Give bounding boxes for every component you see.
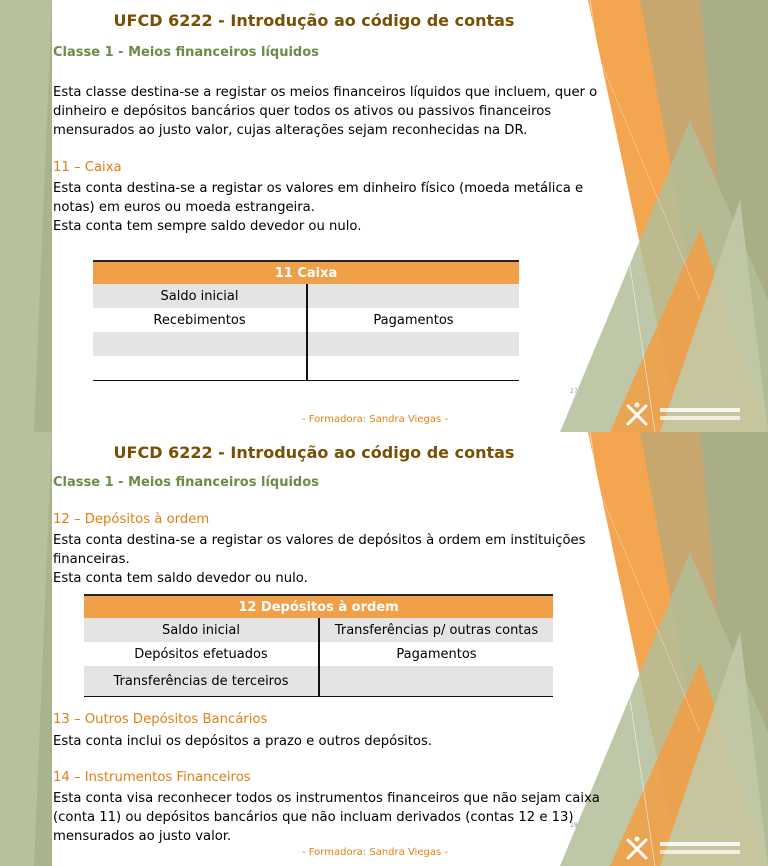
slide-27 — [0, 0, 768, 432]
slide-title: UFCD 6222 - Introdução ao código de contas — [113, 11, 515, 30]
table-cell: Transferências p/ outras contas — [319, 618, 553, 642]
table-cell — [307, 356, 519, 381]
footer-trainer: - Formadora: Sandra Viegas - — [302, 847, 448, 858]
table-cell — [307, 284, 519, 308]
depositos-ordem-description — [53, 531, 593, 588]
table-cell — [307, 332, 519, 356]
page-number: 27 — [570, 388, 578, 395]
section-heading-instrumentos-financeiros: 14 – Instrumentos Financeiros — [53, 770, 251, 785]
section-heading-depositos-ordem: 12 – Depósitos à ordem — [53, 512, 210, 527]
text-line: Esta conta visa reconhecer todos os instrumentos financeiros que não sejam caixa — [53, 791, 600, 806]
text-line: financeiras. — [53, 552, 130, 567]
text-line: Esta conta destina-se a registar os valores de depósitos à ordem em instituições — [53, 533, 586, 548]
caixa-description — [53, 179, 606, 236]
t-account-depositos-ordem — [84, 594, 553, 697]
outros-depositos-description — [53, 732, 606, 751]
section-heading-outros-depositos: 13 – Outros Depósitos Bancários — [53, 712, 268, 727]
section-heading-caixa: 11 – Caixa — [53, 160, 122, 175]
table-cell: Transferências de terceiros — [84, 666, 319, 697]
institution-logo-icon — [624, 402, 744, 428]
slide-subtitle: Classe 1 - Meios financeiros líquidos — [53, 475, 319, 490]
text-line: mensurados ao justo valor. — [53, 829, 232, 844]
table-cell — [93, 332, 307, 356]
table-cell: Saldo inicial — [93, 284, 307, 308]
instrumentos-financeiros-description — [53, 789, 619, 846]
slide-subtitle: Classe 1 - Meios financeiros líquidos — [53, 45, 319, 60]
text-line: (conta 11) ou depósitos bancários que não incluam derivados (contas 12 e 13) — [53, 810, 574, 825]
text-line: dinheiro e depósitos bancários quer todos os ativos ou passivos financeiros — [53, 104, 552, 119]
slide-28 — [0, 432, 768, 866]
slide-title: UFCD 6222 - Introdução ao código de contas — [113, 443, 515, 462]
table-cell: Pagamentos — [396, 646, 477, 662]
table-cell: Pagamentos — [373, 312, 454, 328]
t-account-caixa — [93, 260, 519, 381]
page-number: 28 — [570, 822, 578, 829]
table-cell: Recebimentos — [93, 308, 307, 332]
text-line: mensurados ao justo valor, cujas alterações sejam reconhecidas na DR. — [53, 123, 528, 138]
table-header: 11 Caixa — [93, 261, 519, 284]
text-line: Esta conta destina-se a registar os valores em dinheiro físico (moeda metálica e — [53, 181, 584, 196]
text-line: Esta conta tem saldo devedor ou nulo. — [53, 571, 308, 586]
table-cell — [93, 356, 307, 381]
table-cell: Depósitos efetuados — [84, 642, 319, 666]
institution-logo-icon — [624, 836, 744, 862]
class-description — [53, 83, 606, 140]
text-line: Esta conta inclui os depósitos a prazo e outros depósitos. — [53, 734, 433, 749]
footer-trainer: - Formadora: Sandra Viegas - — [302, 414, 448, 425]
table-cell — [319, 666, 553, 697]
table-cell: Saldo inicial — [84, 618, 319, 642]
text-line: notas) em euros ou moeda estrangeira. — [53, 200, 315, 215]
text-line: Esta conta tem sempre saldo devedor ou nulo. — [53, 219, 362, 234]
table-header: 12 Depósitos à ordem — [84, 595, 553, 618]
text-line: Esta classe destina-se a registar os meios financeiros líquidos que incluem, quer o — [53, 85, 598, 100]
